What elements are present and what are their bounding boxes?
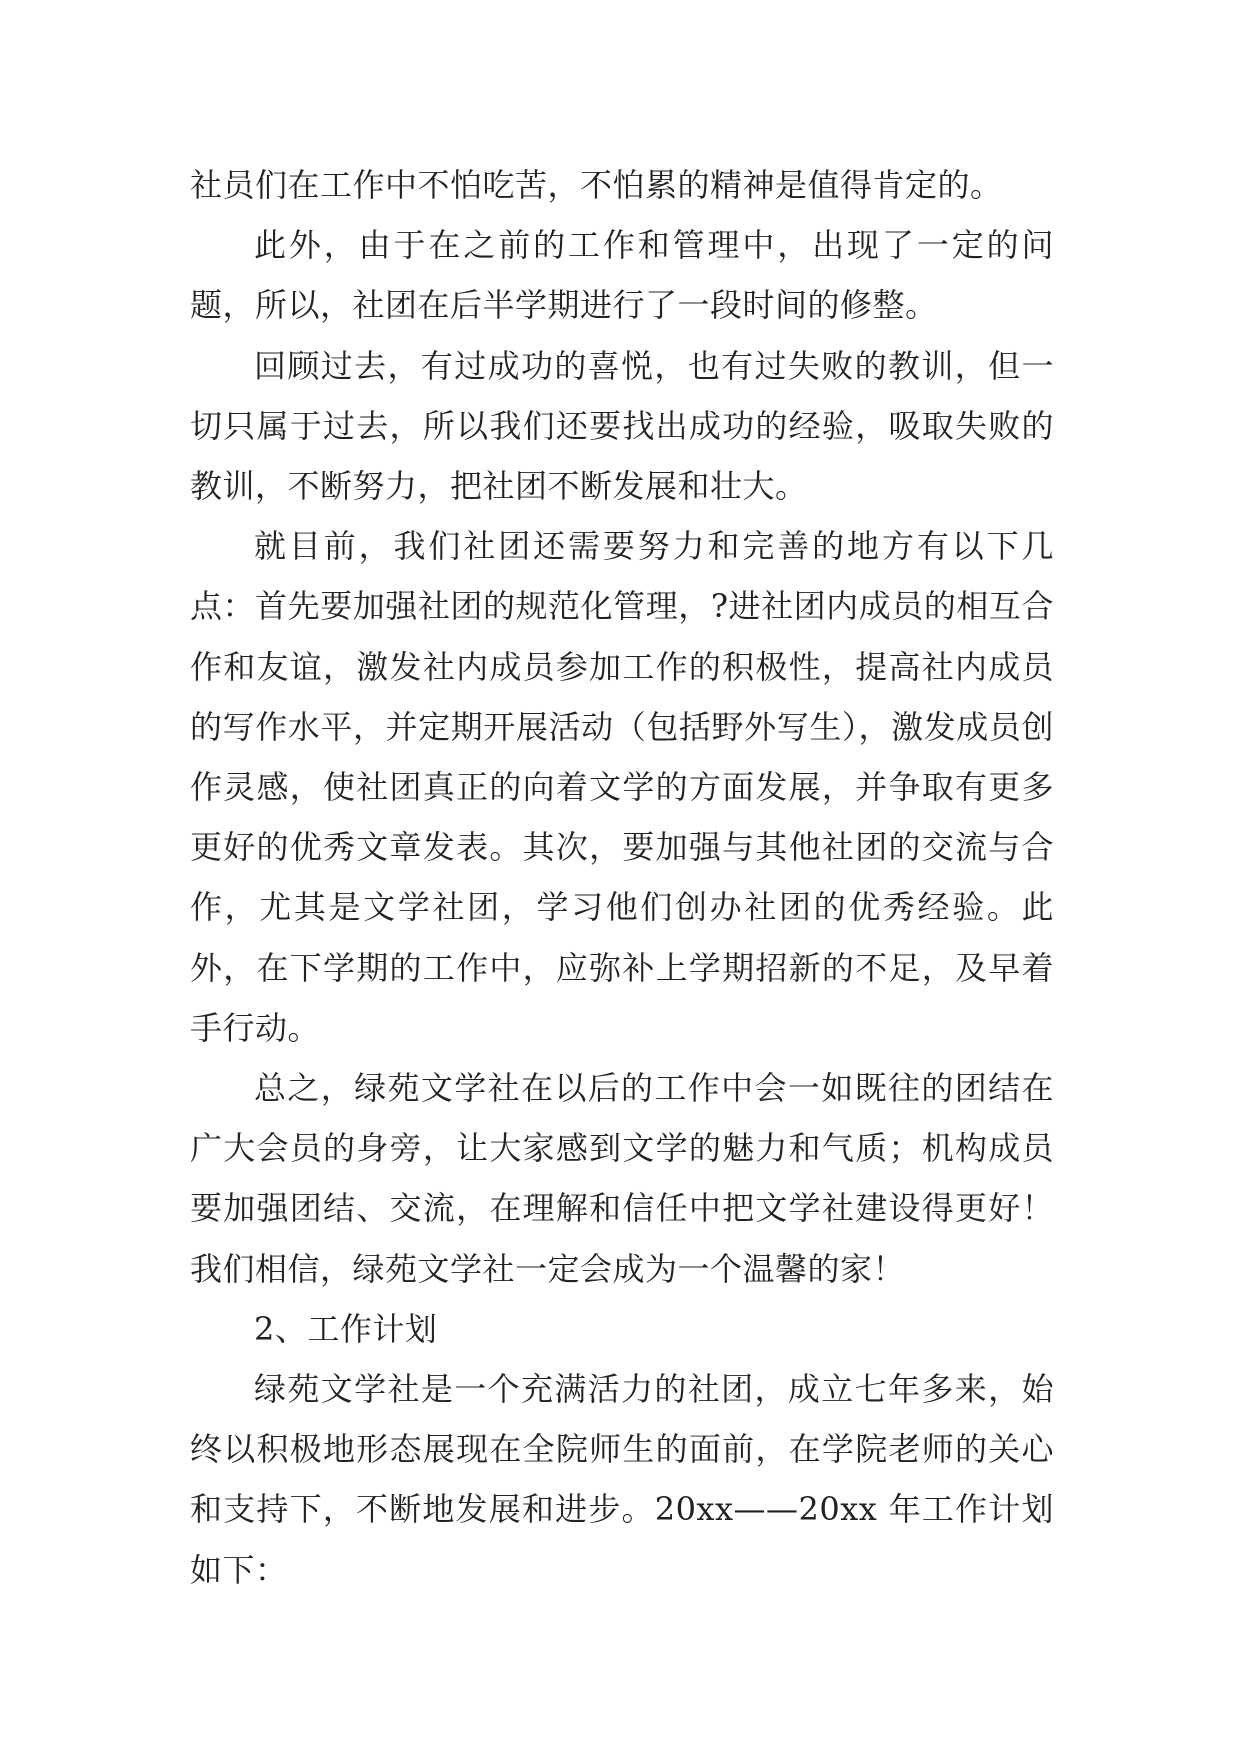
paragraph-3: 回顾过去，有过成功的喜悦，也有过失败的教训，但一切只属于过去，所以我们还要找出成功的经验，吸取失败的教训，不断努力，把社团不断发展和壮大。 [190, 346, 1054, 506]
paragraph-4: 就目前，我们社团还需要努力和完善的地方有以下几点：首先要加强社团的规范化管理，?进社团内成员的相互合作和友谊，激发社内成员参加工作的积极性，提高社内成员的写作水平，并定期开展活动（包括野外写生），激发成员创作灵感，使社团真正的向着文学的方面发展，并争取有更多更好的优秀文章发表。其次，要加强与其他社团的交流与合作，尤其是文学社团，学习他们创办社团的优秀经验。此外，在下学期的工作中，应弥补上学期招新的不足，及早着手行动。 [190, 527, 1054, 1047]
closing-paragraph: 绿苑文学社是一个充满活力的社团，成立七年多来，始终以积极地形态展现在全院师生的面前，在学院老师的关心和支持下，不断地发展和进步。20xx——20xx 年工作计划如下： [190, 1370, 1054, 1589]
document-page [190, 155, 1054, 1600]
paragraph-1: 社员们在工作中不怕吃苦，不怕累的精神是值得肯定的。 [190, 166, 1003, 204]
section-heading: 2、工作计划 [254, 1309, 438, 1348]
paragraph-5: 总之，绿苑文学社在以后的工作中会一如既往的团结在广大会员的身旁，让大家感到文学的魅力和气质；机构成员要加强团结、交流，在理解和信任中把文学社建设得更好！我们相信，绿苑文学社一定会成为一个温馨的家！ [190, 1069, 1054, 1288]
paragraph-2: 此外，由于在之前的工作和管理中，出现了一定的问题，所以，社团在后半学期进行了一段时间的修整。 [190, 226, 1054, 325]
